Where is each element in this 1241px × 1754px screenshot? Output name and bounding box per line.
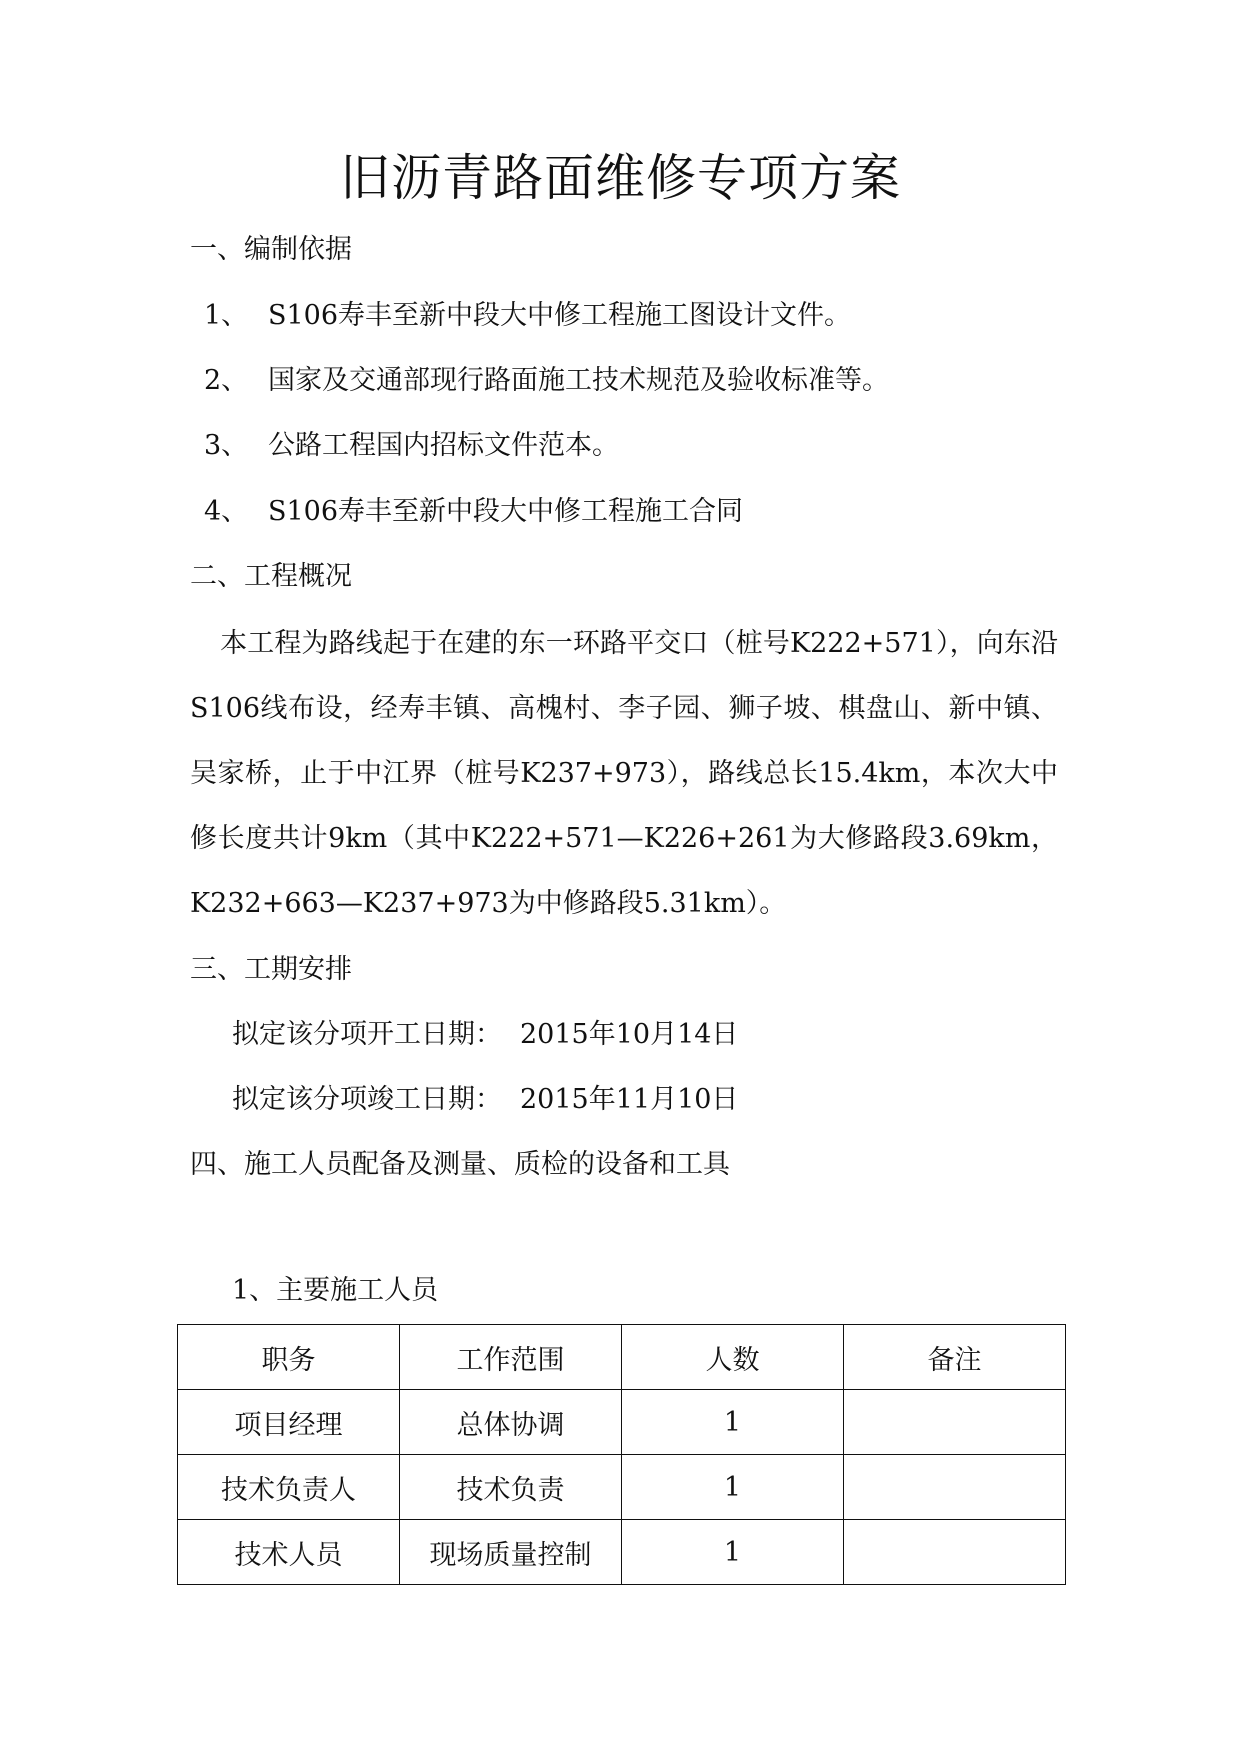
table-header-row	[178, 1325, 1066, 1390]
header-cell-scope: 工作范围	[400, 1325, 622, 1390]
basis-item-number: 1、	[204, 300, 249, 331]
basis-item-number: 3、	[204, 430, 249, 461]
table-cell	[844, 1455, 1066, 1520]
table-cell: 项目经理	[178, 1390, 400, 1455]
table-row	[178, 1390, 1066, 1455]
section-heading-overview: 二、工程概况	[190, 561, 352, 592]
header-cell-position: 职务	[178, 1325, 400, 1390]
section-heading-schedule: 三、工期安排	[190, 954, 352, 985]
table-cell: 技术负责	[400, 1455, 622, 1520]
basis-item-4	[204, 494, 743, 530]
table-cell: 1	[622, 1455, 844, 1520]
table-row	[178, 1455, 1066, 1520]
header-cell-remarks: 备注	[844, 1325, 1066, 1390]
staff-subheading: 1、主要施工人员	[232, 1275, 439, 1306]
schedule-start-date: 2015年10月14日	[520, 1019, 739, 1050]
overview-paragraph	[190, 611, 1058, 936]
table-cell: 技术负责人	[178, 1455, 400, 1520]
schedule-start-label: 拟定该分项开工日期：	[232, 1019, 502, 1050]
basis-item-3	[204, 428, 619, 464]
schedule-end-label: 拟定该分项竣工日期：	[232, 1084, 502, 1115]
basis-item-text: S106寿丰至新中段大中修工程施工图设计文件。	[268, 300, 852, 331]
table-cell: 1	[622, 1390, 844, 1455]
basis-item-number: 2、	[204, 365, 249, 396]
table-row	[178, 1520, 1066, 1585]
schedule-start	[232, 1017, 738, 1053]
table-cell	[844, 1390, 1066, 1455]
section-heading-basis: 一、编制依据	[190, 234, 352, 265]
basis-item-1	[204, 298, 851, 334]
page-title: 旧沥青路面维修专项方案	[340, 149, 901, 207]
header-cell-count: 人数	[622, 1325, 844, 1390]
basis-item-text: S106寿丰至新中段大中修工程施工合同	[268, 496, 744, 527]
schedule-end	[232, 1082, 738, 1118]
basis-item-text: 公路工程国内招标文件范本。	[268, 430, 619, 461]
overview-text: 本工程为路线起于在建的东一环路平交口（桩号K222+571），向东沿S106线布设，经寿丰镇、高槐村、李子园、狮子坡、棋盘山、新中镇、吴家桥，止于中江界（桩号K237+973），路线总长15.4km，本次大中修长度共计9km（其中K222+571—K226+261为大修路段3.69km，K232+663—K237+973为中修路段5.31km）。	[190, 628, 1058, 919]
table-cell: 技术人员	[178, 1520, 400, 1585]
basis-item-text: 国家及交通部现行路面施工技术规范及验收标准等。	[268, 365, 889, 396]
table-cell: 总体协调	[400, 1390, 622, 1455]
basis-item-2	[204, 363, 889, 399]
staff-table-wrapper	[177, 1324, 1066, 1585]
table-cell: 现场质量控制	[400, 1520, 622, 1585]
basis-item-number: 4、	[204, 496, 249, 527]
section-heading-staffing: 四、施工人员配备及测量、质检的设备和工具	[190, 1149, 730, 1180]
staff-table	[177, 1324, 1066, 1585]
table-cell	[844, 1520, 1066, 1585]
table-cell: 1	[622, 1520, 844, 1585]
schedule-end-date: 2015年11月10日	[520, 1084, 739, 1115]
